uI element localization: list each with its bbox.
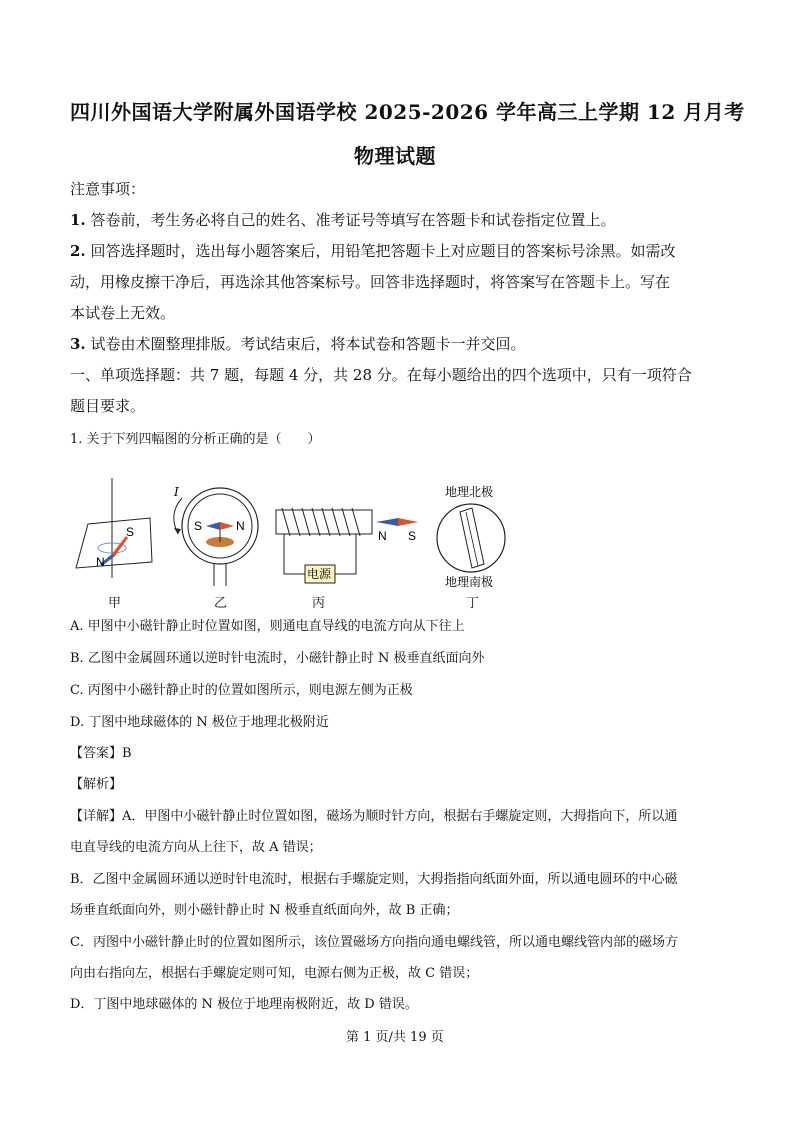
power-label: 电源 (307, 567, 332, 581)
caption-bing: 丙 (312, 596, 326, 611)
section-heading-1: 一、单项选择题：共 7 题，每题 4 分，共 28 分。在每小题给出的四个选项中，只有一项符合 (70, 366, 692, 384)
figure-ding (437, 484, 505, 589)
notice-item-1 (70, 209, 615, 230)
page-subtitle: 物理试题 (354, 144, 436, 168)
notice-item-2 (70, 240, 675, 261)
answer-label: 【答案】 (70, 746, 123, 761)
answer-line (70, 742, 132, 761)
current-arrowhead (174, 528, 181, 534)
notice-item-2-number: 2. (70, 242, 86, 260)
label-n: N (378, 529, 387, 543)
notice-item-3-number: 3. (70, 335, 86, 353)
label-s: S (126, 525, 135, 539)
question-stem: 1. 关于下列四幅图的分析正确的是（ ） (70, 432, 321, 447)
label-n: N (236, 519, 245, 533)
analysis-label: 【解析】 (70, 777, 123, 792)
needle-blue (376, 518, 398, 526)
label-s: S (408, 529, 417, 543)
figure-bing (276, 508, 418, 583)
wire-left (284, 534, 308, 574)
detail-line-1: 【详解】A．甲图中小磁针静止时位置如图，磁场为顺时针方向，根据右手螺旋定则，大拇指向下，所以通 (70, 809, 678, 824)
page-footer: 第 1 页/共 19 页 (346, 1030, 444, 1045)
needle-red (220, 522, 234, 530)
caption-ding: 丁 (466, 596, 480, 611)
figure-jia (76, 478, 152, 578)
notice-item-2-text-3: 本试卷上无效。 (70, 304, 176, 322)
detail-line-5: C．丙图中小磁针静止时的位置如图所示，该位置磁场方向指向通电螺线管，所以通电螺线管内部的磁场方 (70, 935, 678, 950)
geo-south-label: 地理南极 (445, 575, 494, 589)
detail-line-4: 场垂直纸面向外，则小磁针静止时 N 极垂直纸面向外，故 B 正确； (70, 903, 459, 918)
notice-item-1-number: 1. (70, 211, 86, 229)
section-heading-2: 题目要求。 (70, 397, 146, 415)
notice-item-2-text-1: 回答选择题时，选出每小题答案后，用铅笔把答题卡上对应题目的答案标号涂黑。如需改 (90, 242, 676, 260)
figure-svg (60, 478, 540, 608)
notice-item-1-text: 答卷前，考生务必将自己的姓名、准考证号等填写在答题卡和试卷指定位置上。 (90, 211, 616, 229)
page-title: 四川外国语大学附属外国语学校 2025-2026 学年高三上学期 12 月月考 (70, 100, 745, 124)
notice-item-3 (70, 333, 525, 354)
option-c: C. 丙图中小磁针静止时的位置如图所示，则电源左侧为正极 (70, 683, 413, 698)
option-b: B. 乙图中金属圆环通以逆时针电流时，小磁针静止时 N 极垂直纸面向外 (70, 651, 485, 666)
notice-heading: 注意事项： (70, 180, 146, 198)
needle-red (398, 518, 418, 526)
detail-line-6: 向由右指向左，根据右手螺旋定则可知，电源右侧为正极，故 C 错误； (70, 966, 479, 981)
label-n: N (96, 555, 105, 569)
option-a: A. 甲图中小磁针静止时位置如图，则通电直导线的电流方向从下往上 (70, 619, 465, 634)
label-current: I (174, 485, 179, 499)
question-figure (60, 478, 540, 611)
answer-value: B (122, 746, 132, 761)
notice-item-3-text: 试卷由术圈整理排版。考试结束后，将本试卷和答题卡一并交回。 (90, 335, 526, 353)
geo-north-label: 地理北极 (445, 485, 494, 499)
label-s: S (194, 519, 203, 533)
notice-item-2-text-2: 动，用橡皮擦干净后，再选涂其他答案标号。回答非选择题时，将答案写在答题卡上。写在 (70, 273, 671, 291)
detail-line-7: D．丁图中地球磁体的 N 极位于地理南极附近，故 D 错误。 (70, 997, 418, 1012)
detail-line-2: 电直导线的电流方向从上往下，故 A 错误； (70, 840, 322, 855)
option-d: D. 丁图中地球磁体的 N 极位于地理北极附近 (70, 715, 329, 730)
figure-yi (173, 485, 258, 586)
needle-blue (206, 522, 220, 530)
detail-line-3: B．乙图中金属圆环通以逆时针电流时，根据右手螺旋定则，大拇指指向纸面外面，所以通电圆环的中心磁 (70, 872, 678, 887)
caption-yi: 乙 (214, 596, 228, 611)
caption-jia: 甲 (108, 596, 122, 611)
